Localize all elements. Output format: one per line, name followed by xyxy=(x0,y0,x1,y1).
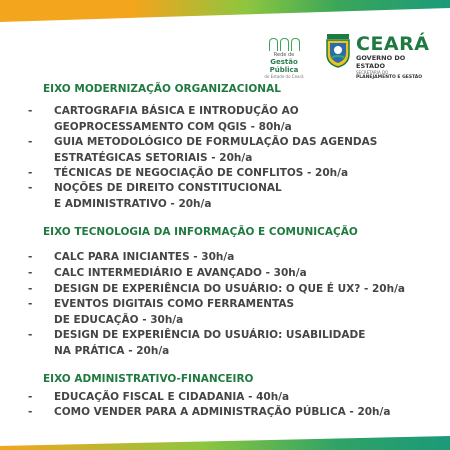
list-dash: - xyxy=(28,182,33,194)
ceara-government-logo xyxy=(324,32,432,80)
list-dash: - xyxy=(28,391,33,403)
ceara-name: CEARÁ xyxy=(356,33,430,55)
item-text: DESIGN DE EXPERIÊNCIA DO USUÁRIO: O QUE É UX? - 20h/a xyxy=(54,283,406,295)
item-text: E ADMINISTRATIVO - 20h/a xyxy=(54,197,212,210)
item-text: CALC INTERMEDIÁRIO E AVANÇADO - 30h/a xyxy=(54,267,307,279)
secretariat-prefix: SECRETARIA DO xyxy=(356,70,389,75)
list-dash: - xyxy=(28,298,33,310)
item-text: EVENTOS DIGITAIS COMO FERRAMENTAS xyxy=(54,298,295,310)
top-decorative-stripe xyxy=(0,0,450,22)
gestao-publica-logo xyxy=(258,38,310,79)
secretariat-name: PLANEJAMENTO E GESTÃO xyxy=(356,75,423,80)
list-dash: - xyxy=(28,251,33,263)
item-text: NA PRÁTICA - 20h/a xyxy=(54,344,170,357)
list-dash: - xyxy=(28,105,33,117)
item-text: COMO VENDER PARA A ADMINISTRAÇÃO PÚBLICA - 20h/a xyxy=(54,406,391,418)
item-text: TÉCNICAS DE NEGOCIAÇÃO DE CONFLITOS - 20h/a xyxy=(54,167,349,179)
list-dash: - xyxy=(28,267,33,279)
section-heading-tecnologia: EIXO TECNOLOGIA DA INFORMAÇÃO E COMUNICAÇÃO xyxy=(43,226,358,238)
item-text: GUIA METODOLÓGICO DE FORMULAÇÃO DAS AGENDAS xyxy=(54,136,378,148)
list-dash: - xyxy=(28,329,33,341)
list-dash: - xyxy=(28,283,33,295)
item-text: CALC PARA INICIANTES - 30h/a xyxy=(54,251,235,263)
list-dash: - xyxy=(28,406,33,418)
list-dash: - xyxy=(28,136,33,148)
item-text: DE EDUCAÇÃO - 30h/a xyxy=(54,313,184,326)
item-text: CARTOGRAFIA BÁSICA E INTRODUÇÃO AO xyxy=(54,105,299,117)
bottom-decorative-stripe xyxy=(0,436,450,450)
section-heading-modernizacao: EIXO MODERNIZAÇÃO ORGANIZACIONAL xyxy=(43,83,281,95)
item-text: NOÇÕES DE DIREITO CONSTITUCIONAL xyxy=(54,182,282,194)
gestao-logo-line3: do Estado do Ceará xyxy=(264,74,304,79)
ceara-seal-icon xyxy=(324,34,352,68)
gestao-logo-line2: Gestão Pública xyxy=(269,58,299,74)
gestao-logo-line1: Rede de xyxy=(273,52,295,58)
item-text: DESIGN DE EXPERIÊNCIA DO USUÁRIO: USABILIDADE xyxy=(54,329,366,341)
gestao-logo-icon xyxy=(258,38,310,52)
item-text: EDUCAÇÃO FISCAL E CIDADANIA - 40h/a xyxy=(54,391,290,403)
section-heading-administrativo: EIXO ADMINISTRATIVO-FINANCEIRO xyxy=(43,373,254,385)
item-text: ESTRATÉGICAS SETORIAIS - 20h/a xyxy=(54,151,253,164)
item-text: GEOPROCESSAMENTO COM QGIS - 80h/a xyxy=(54,120,292,133)
list-dash: - xyxy=(28,167,33,179)
government-label: GOVERNO DO ESTADO xyxy=(356,54,406,70)
